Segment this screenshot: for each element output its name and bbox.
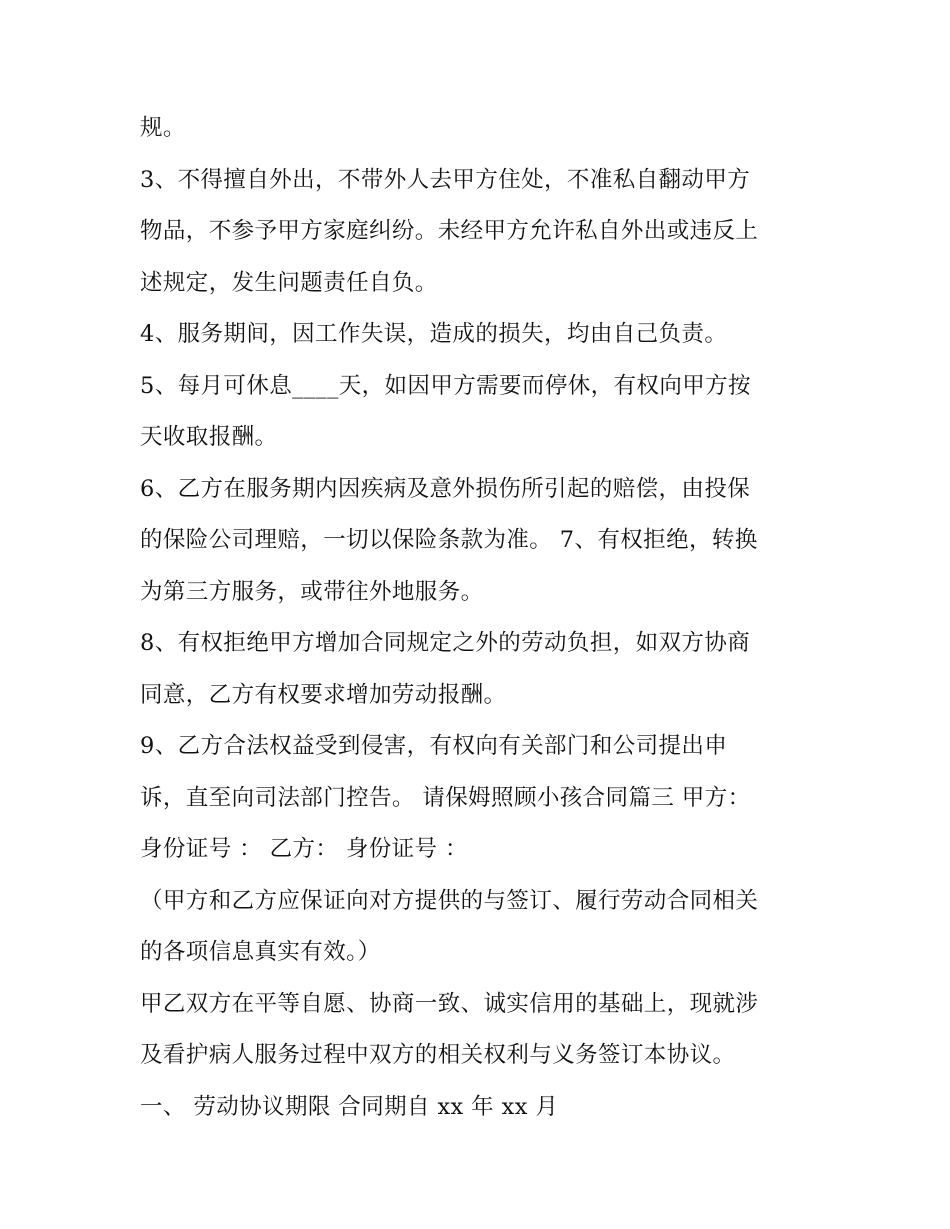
- text-line: 诉，直至向司法部门控告。 请保姆照顾小孩合同篇三 甲方：: [140, 784, 751, 811]
- text-line: 天收取报酬。: [140, 424, 278, 450]
- text-line: （甲方和乙方应保证向对方提供的与签订、履行劳动合同相关: [140, 887, 759, 914]
- text-line: 8、有权拒绝甲方增加合同规定之外的劳动负担，如双方协商: [140, 630, 751, 656]
- text-line: 及看护病人服务过程中双方的相关权利与义务签订本协议。: [140, 1042, 736, 1068]
- document-body: [140, 103, 830, 1133]
- text-line: 同意，乙方有权要求增加劳动报酬。: [140, 681, 507, 708]
- text-line: 身份证号 ： 乙方： 身份证号 ：: [140, 836, 468, 862]
- text-line: 一、 劳动协议期限 合同期自 xx 年 xx 月: [140, 1093, 559, 1120]
- text-line: 4、服务期间，因工作失误，造成的损失，均由自己负责。: [140, 321, 728, 347]
- text-line: 规。: [140, 115, 186, 141]
- text-line: 述规定，发生问题责任自负。: [140, 269, 438, 296]
- text-line: 甲乙双方在平等自愿、协商一致、诚实信用的基础上，现就涉: [140, 990, 759, 1017]
- text-line: 9、乙方合法权益受到侵害，有权向有关部门和公司提出申: [140, 733, 728, 759]
- text-line: 6、乙方在服务期内因疾病及意外损伤所引起的赔偿，由投保: [140, 475, 751, 502]
- text-line: 物品，不参予甲方家庭纠纷。未经甲方允许私自外出或违反上: [140, 218, 759, 244]
- text-line: 为第三方服务，或带往外地服务。: [140, 578, 484, 605]
- text-line: 的各项信息真实有效。）: [140, 939, 381, 965]
- text-line: 的保险公司理赔，一切以保险条款为准。 7、有权拒绝，转换: [140, 527, 758, 553]
- text-line: 3、不得擅自外出，不带外人去甲方住处，不准私自翻动甲方: [140, 166, 751, 193]
- text-line: 5、每月可休息____天，如因甲方需要而停休，有权向甲方按: [140, 372, 751, 399]
